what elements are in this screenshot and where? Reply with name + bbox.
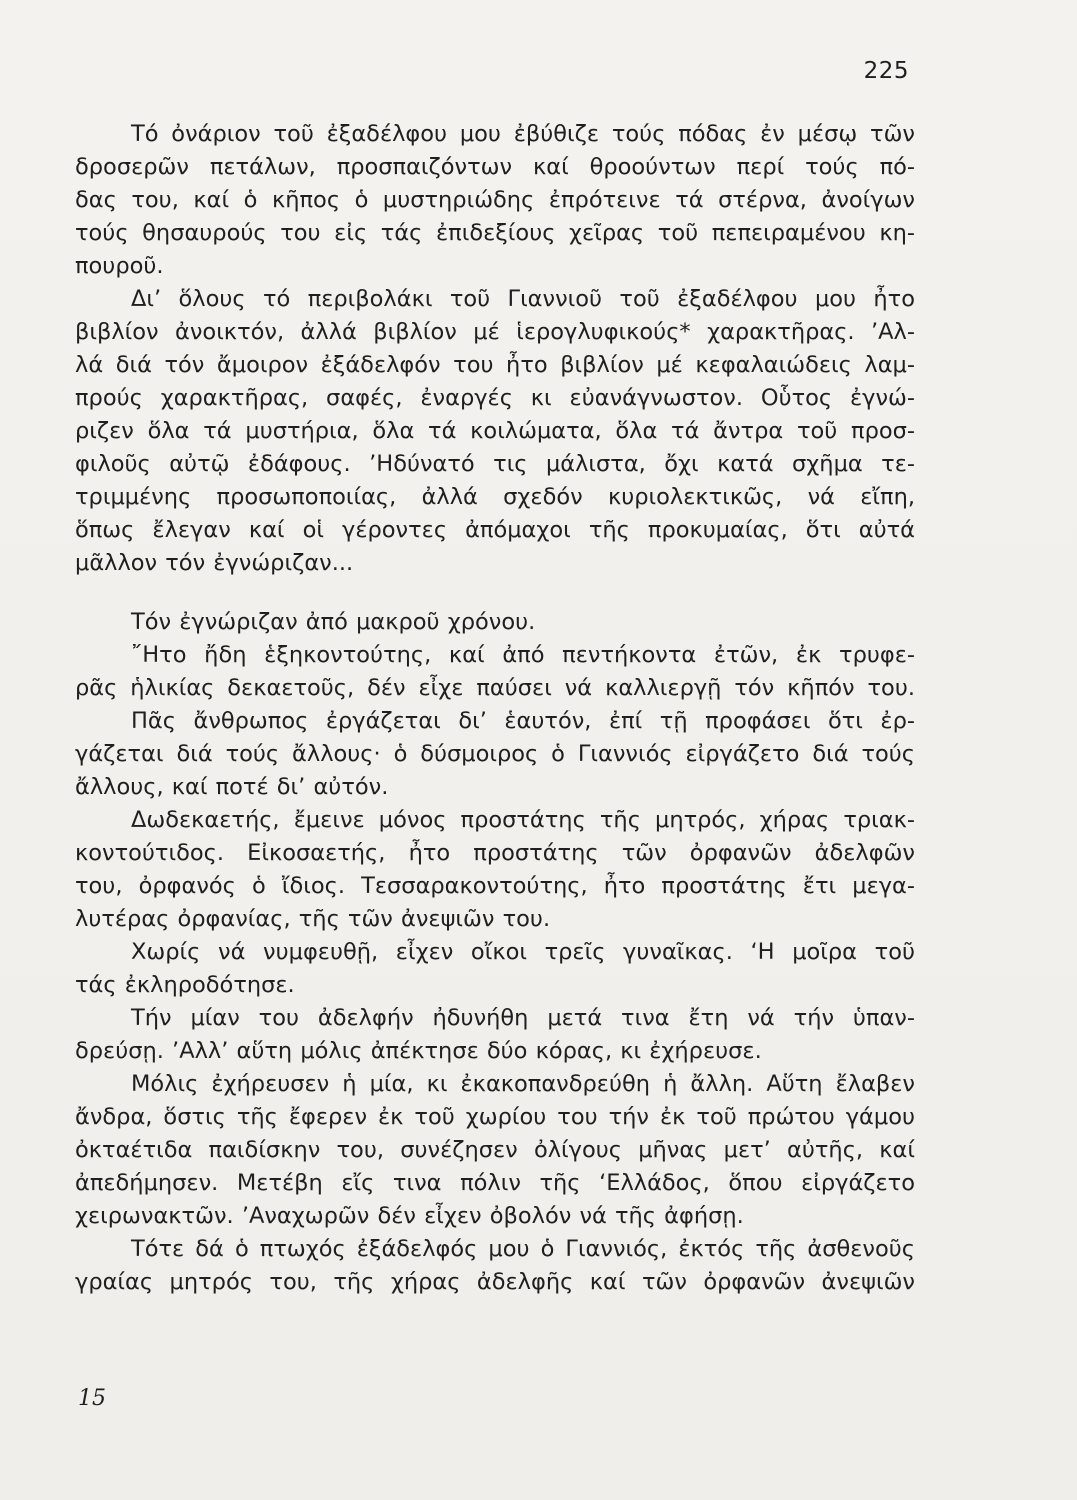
- text-line: γάζεται διά τούς ἄλλους· ὁ δύσμοιρος ὁ Γιαννιός εἰργάζετο διά τούς: [75, 741, 915, 767]
- text-line: ὅπως ἔλεγαν καί οἱ γέροντες ἀπόμαχοι τῆς προκυμαίας, ὅτι αὐτά: [75, 517, 915, 543]
- text-line: ἄλλους, καί ποτέ δι’ αὐτόν.: [75, 774, 389, 800]
- text-line: δας του, καί ὁ κῆπος ὁ μυστηριώδης ἐπρότεινε τά στέρνα, ἀνοίγων: [75, 187, 915, 213]
- text-line: δροσερῶν πετάλων, προσπαιζόντων καί θροούντων περί τούς πό-: [75, 154, 915, 180]
- text-line: ριζεν ὅλα τά μυστήρια, ὅλα τά κοιλώματα, ὅλα τά ἄντρα τοῦ προσ-: [75, 418, 915, 444]
- text-line: βιβλίον ἀνοικτόν, ἀλλά βιβλίον μέ ἱερογλυφικούς* χαρακτῆρας. ’Αλ-: [75, 319, 915, 345]
- text-line: Δωδεκαετής, ἔμεινε μόνος προστάτης τῆς μητρός, χήρας τριακ-: [131, 807, 915, 833]
- text-line: Δι’ ὅλους τό περιβολάκι τοῦ Γιαννιοῦ τοῦ ἐξαδέλφου μου ἦτο: [131, 286, 915, 312]
- text-line: Πᾶς ἄνθρωπος ἐργάζεται δι’ ἑαυτόν, ἐπί τῇ προφάσει ὅτι ἐρ-: [131, 708, 915, 734]
- signature-mark: 15: [78, 1386, 106, 1411]
- text-line: Τό ὀνάριον τοῦ ἐξαδέλφου μου ἐβύθιζε τούς πόδας ἐν μέσῳ τῶν: [131, 121, 915, 147]
- text-line: τούς θησαυρούς του εἰς τάς ἐπιδεξίους χεῖρας τοῦ πεπειραμένου κη-: [75, 220, 915, 246]
- text-line: Τότε δά ὁ πτωχός ἐξάδελφός μου ὁ Γιαννιός, ἐκτός τῆς ἀσθενοῦς: [131, 1236, 915, 1262]
- text-line: ἄνδρα, ὅστις τῆς ἔφερεν ἐκ τοῦ χωρίου του τήν ἐκ τοῦ πρώτου γάμου: [75, 1104, 915, 1130]
- text-line: Τόν ἐγνώριζαν ἀπό μακροῦ χρόνου.: [131, 609, 536, 635]
- paragraph-gap: [75, 580, 915, 606]
- text-line: φιλοῦς αὐτῷ ἐδάφους. ’Ηδύνατό τις μάλιστα, ὄχι κατά σχῆμα τε-: [75, 451, 915, 477]
- text-line: λυτέρας ὀρφανίας, τῆς τῶν ἀνεψιῶν του.: [75, 906, 551, 932]
- text-line: Χωρίς νά νυμφευθῇ, εἶχεν οἴκοι τρεῖς γυναῖκας. ‘Η μοῖρα τοῦ: [131, 939, 915, 965]
- body-text: [75, 118, 915, 1299]
- text-line: Μόλις ἐχήρευσεν ἡ μία, κι ἐκακοπανδρεύθη ἡ ἄλλη. Αὕτη ἔλαβεν: [131, 1071, 915, 1097]
- text-line: τριμμένης προσωποποιίας, ἀλλά σχεδόν κυριολεκτικῶς, νά εἴπη,: [75, 484, 915, 510]
- text-line: μᾶλλον τόν ἐγνώριζαν...: [75, 550, 354, 576]
- text-line: του, ὀρφανός ὁ ἴδιος. Τεσσαρακοντούτης, ἦτο προστάτης ἔτι μεγα-: [75, 873, 915, 899]
- text-line: προύς χαρακτῆρας, σαφές, ἐναργές κι εὐανάγνωστον. Οὗτος ἐγνώ-: [75, 385, 915, 411]
- text-line: γραίας μητρός του, τῆς χήρας ἀδελφῆς καί τῶν ὀρφανῶν ἀνεψιῶν: [75, 1269, 915, 1295]
- text-line: λά διά τόν ἄμοιρον ἐξάδελφόν του ἦτο βιβλίον μέ κεφαλαιώδεις λαμ-: [75, 352, 915, 378]
- text-line: κοντούτιδος. Εἰκοσαετής, ἦτο προστάτης τῶν ὀρφανῶν ἀδελφῶν: [75, 840, 915, 866]
- text-line: δρεύσῃ. ’Αλλ’ αὕτη μόλις ἀπέκτησε δύο κόρας, κι ἐχήρευσε.: [75, 1038, 762, 1064]
- text-line: ῎Ητο ἤδη ἑξηκοντούτης, καί ἀπό πεντήκοντα ἐτῶν, ἐκ τρυφε-: [131, 642, 915, 668]
- text-line: τάς ἐκληροδότησε.: [75, 972, 295, 998]
- text-line: ἀπεδήμησεν. Μετέβη εἴς τινα πόλιν τῆς ‘Ελλάδος, ὅπου εἰργάζετο: [75, 1170, 915, 1196]
- text-line: ρᾶς ἡλικίας δεκαετοῦς, δέν εἶχε παύσει νά καλλιεργῇ τόν κῆπόν του.: [75, 675, 915, 701]
- text-line: ὀκταέτιδα παιδίσκην του, συνέζησεν ὀλίγους μῆνας μετ’ αὐτῆς, καί: [75, 1137, 915, 1163]
- text-line: Τήν μίαν του ἀδελφήν ἠδυνήθη μετά τινα ἔτη νά τήν ὑπαν-: [131, 1005, 915, 1031]
- text-line: χειρωνακτῶν. ’Αναχωρῶν δέν εἶχεν ὀβολόν νά τῆς ἀφήσῃ.: [75, 1203, 744, 1229]
- text-line: πουροῦ.: [75, 253, 164, 279]
- page-number: 225: [863, 58, 909, 84]
